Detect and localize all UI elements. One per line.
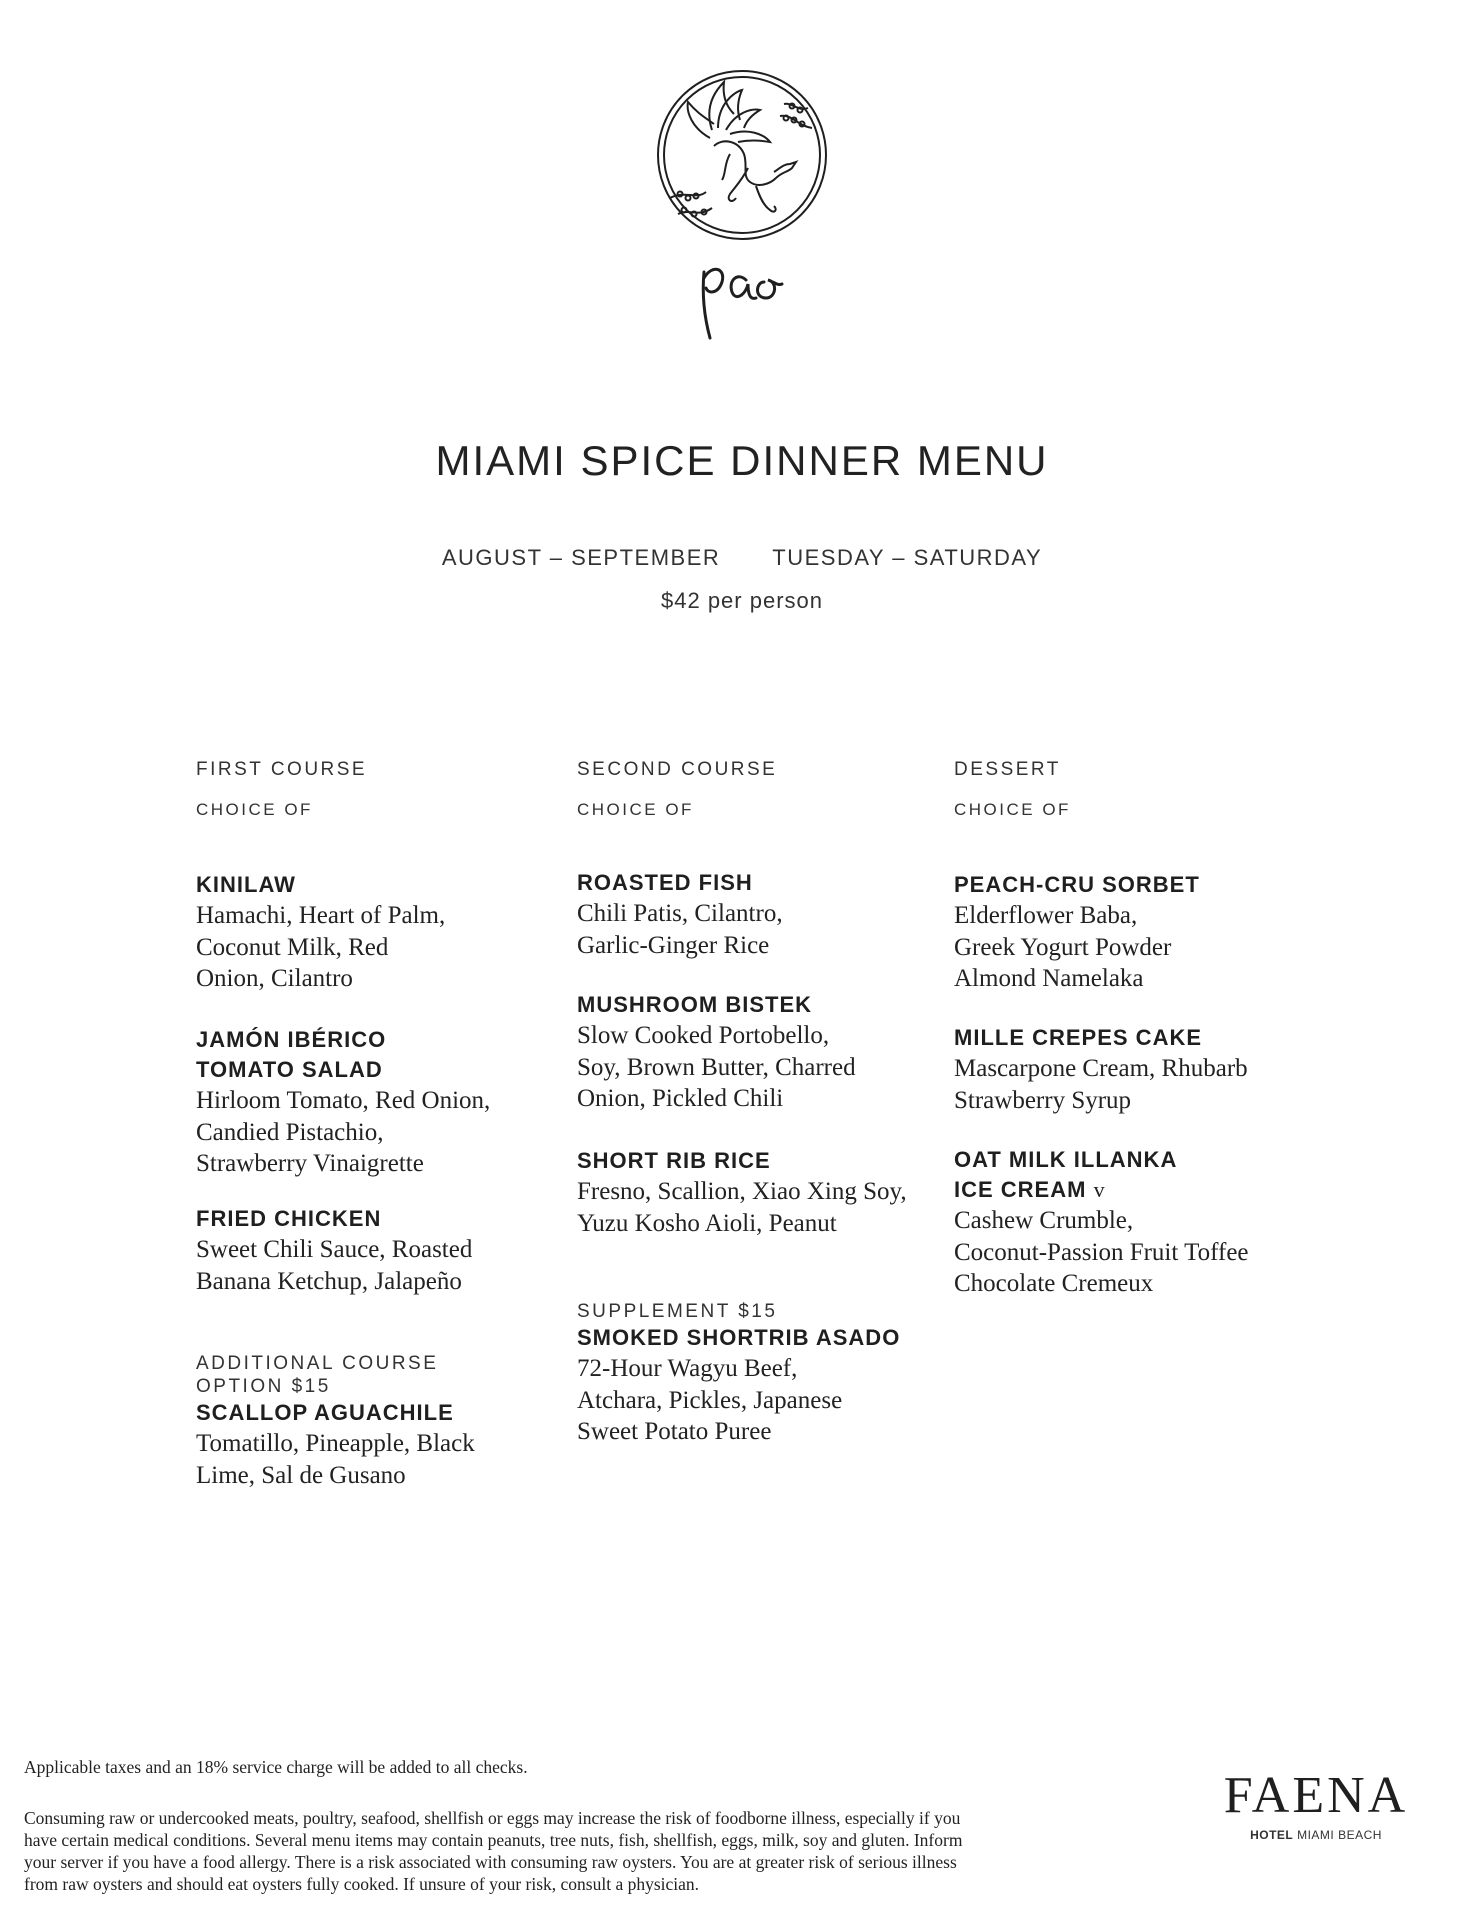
dish-desc-line: Cashew Crumble,: [954, 1207, 1134, 1234]
course-label: FIRST COURSE: [196, 759, 368, 780]
dish-desc-line: Chocolate Cremeux: [954, 1270, 1154, 1297]
dish-desc-line: Onion, Cilantro: [196, 965, 353, 992]
first-course-column: [196, 759, 576, 1489]
dish-name: MUSHROOM BISTEK: [577, 992, 812, 1017]
dish-peach-cru-sorbet: [954, 870, 1200, 995]
dish-roasted-fish: [577, 868, 783, 961]
dish-name: SHORT RIB RICE: [577, 1148, 771, 1173]
choice-of-label: CHOICE OF: [954, 800, 1071, 819]
dish-desc-line: Strawberry Vinaigrette: [196, 1150, 424, 1177]
allergy-warning-line: have certain medical conditions. Several menu items may contain peanuts, tree nuts, fish, shellfish, eggs, milk, soy and gluten. Inform: [24, 1830, 963, 1850]
dessert-column: [954, 759, 1334, 1297]
dish-kinilaw: [196, 870, 445, 995]
dish-desc-line: Chili Patis, Cilantro,: [577, 900, 783, 927]
pao-logo: [652, 68, 832, 358]
course-label: DESSERT: [954, 759, 1061, 780]
allergy-warning-line: Consuming raw or undercooked meats, poultry, seafood, shellfish or eggs may increase the risk of foodborne illness, especially if you: [24, 1808, 961, 1828]
schedule-line: [0, 545, 1484, 571]
price-per-person: $42 per person: [661, 588, 823, 613]
additional-course-price: OPTION $15: [196, 1376, 331, 1397]
dish-oat-milk-ice-cream: [954, 1145, 1249, 1300]
dish-desc-line: Elderflower Baba,: [954, 902, 1138, 929]
faena-hotel-logo: [1218, 1767, 1414, 1842]
dish-desc-line: Yuzu Kosho Aioli, Peanut: [577, 1209, 837, 1237]
dish-name: [954, 1175, 1249, 1205]
dish-name: SMOKED SHORTRIB ASADO: [577, 1325, 901, 1350]
dish-desc-line: Coconut Milk, Red: [196, 933, 389, 961]
dish-name: ROASTED FISH: [577, 870, 753, 895]
dish-desc-line: Hamachi, Heart of Palm,: [196, 902, 446, 929]
supplement-dish: [577, 1300, 900, 1448]
dish-mushroom-bistek: [577, 990, 856, 1115]
dish-name: MILLE CREPES CAKE: [954, 1025, 1203, 1050]
dish-desc-line: Hirloom Tomato, Red Onion,: [196, 1087, 491, 1114]
dish-desc-line: Strawberry Syrup: [954, 1086, 1132, 1114]
dish-desc-line: 72-Hour Wagyu Beef,: [577, 1355, 798, 1382]
seal-emblem: [658, 71, 826, 239]
choice-of-label: CHOICE OF: [196, 800, 313, 819]
additional-course: [196, 1352, 475, 1491]
dish-name: JAMÓN IBÉRICO: [196, 1027, 387, 1052]
pao-script-wordmark: [703, 269, 782, 338]
dish-desc-line: Greek Yogurt Powder: [954, 933, 1172, 961]
dish-fried-chicken: [196, 1204, 472, 1297]
dish-desc-line: Coconut-Passion Fruit Toffee: [954, 1238, 1249, 1266]
dish-short-rib-rice: [577, 1146, 907, 1239]
dish-mille-crepes-cake: [954, 1023, 1248, 1116]
dish-name: TOMATO SALAD: [196, 1057, 383, 1082]
dish-desc-line: Banana Ketchup, Jalapeño: [196, 1267, 462, 1295]
dish-name: SCALLOP AGUACHILE: [196, 1400, 454, 1425]
dish-desc-line: Soy, Brown Butter, Charred: [577, 1053, 856, 1081]
course-label: SECOND COURSE: [577, 759, 778, 780]
dish-desc-line: Mascarpone Cream, Rhubarb: [954, 1055, 1248, 1082]
faena-wordmark: FAENA: [1223, 1767, 1409, 1824]
dish-name-line: ICE CREAM: [954, 1177, 1087, 1202]
choice-of-label: CHOICE OF: [577, 800, 694, 819]
dish-name: PEACH-CRU SORBET: [954, 872, 1200, 897]
days-range: TUESDAY – SATURDAY: [772, 545, 1043, 570]
dish-jamon-iberico: [196, 1025, 490, 1180]
allergy-warning-line: from raw oysters and should eat oysters fully cooked. If unsure of your risk, consult a physician.: [24, 1874, 700, 1894]
dish-desc-line: Atchara, Pickles, Japanese: [577, 1386, 843, 1414]
faena-subtitle-bold: HOTEL: [1250, 1828, 1294, 1842]
allergy-warning-line: your server if you have a food allergy. There is a risk associated with consuming raw oysters. You are at greater risk of serious illness: [24, 1852, 957, 1872]
faena-subtitle: [1218, 1828, 1414, 1842]
dish-desc-line: Onion, Pickled Chili: [577, 1085, 784, 1112]
dish-desc-line: Garlic-Ginger Rice: [577, 931, 770, 959]
dish-desc-line: Tomatillo, Pineapple, Black: [196, 1430, 475, 1457]
dish-name: KINILAW: [196, 872, 296, 897]
months-range: AUGUST – SEPTEMBER: [441, 545, 721, 570]
dish-name: OAT MILK ILLANKA: [954, 1147, 1178, 1172]
dish-desc-line: Candied Pistachio,: [196, 1118, 384, 1146]
dish-desc-line: Sweet Potato Puree: [577, 1418, 772, 1445]
dish-desc-line: Slow Cooked Portobello,: [577, 1022, 830, 1049]
service-charge-note: Applicable taxes and an 18% service charge will be added to all checks.: [24, 1757, 528, 1777]
additional-course-label: ADDITIONAL COURSE: [196, 1353, 439, 1374]
dish-name: FRIED CHICKEN: [196, 1206, 382, 1231]
dish-desc-line: Almond Namelaka: [954, 965, 1144, 992]
menu-title: MIAMI SPICE DINNER MENU: [435, 437, 1049, 484]
supplement-label: SUPPLEMENT $15: [577, 1301, 778, 1322]
second-course-column: [577, 759, 957, 1445]
vegan-marker: v: [1093, 1177, 1106, 1202]
faena-subtitle-location: MIAMI BEACH: [1297, 1828, 1382, 1842]
dish-desc-line: Sweet Chili Sauce, Roasted: [196, 1236, 473, 1263]
dish-desc-line: Lime, Sal de Gusano: [196, 1461, 406, 1489]
dish-desc-line: Fresno, Scallion, Xiao Xing Soy,: [577, 1178, 907, 1205]
